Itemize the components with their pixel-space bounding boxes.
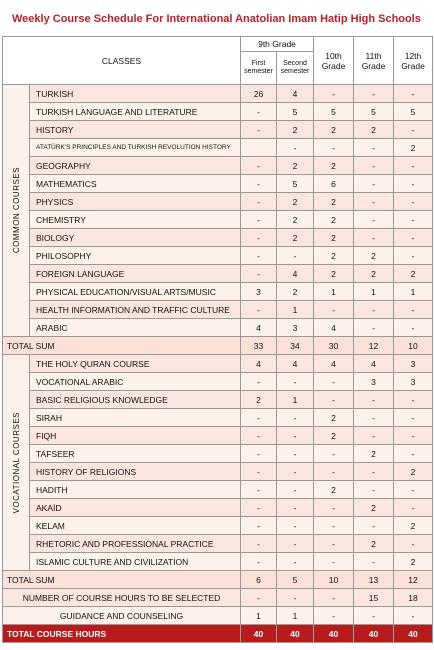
hours-cell: - [241,157,277,175]
hours-cell: - [394,409,433,427]
hours-cell: 4 [314,319,354,337]
header-classes: CLASSES [3,37,241,85]
hours-cell: 2 [354,535,394,553]
hours-cell: - [277,409,314,427]
total-sum-common-value: 12 [354,337,394,355]
hours-cell: - [394,301,433,319]
vocational-row [3,463,433,481]
hours-cell: 1 [314,283,354,301]
course-name: TAFSEER [30,445,241,463]
vocational-row [3,427,433,445]
hours-cell: 2 [354,121,394,139]
hours-cell: - [354,229,394,247]
guidance-counseling-label: GUIDANCE AND COUNSELING [3,607,241,625]
hours-cell: - [314,85,354,103]
hours-cell: 2 [314,121,354,139]
common-row [3,121,433,139]
header-row-1 [3,37,433,52]
selected-hours-value: - [241,589,277,607]
hours-cell: 4 [241,319,277,337]
vocational-row [3,481,433,499]
course-name: TURKİSH [30,85,241,103]
course-name: ATATÜRK'S PRINCIPLES AND TURKISH REVOLUTION HISTORY [30,139,241,157]
hours-cell: - [394,157,433,175]
common-row [3,139,433,157]
total-sum-common-value: 10 [394,337,433,355]
total-course-hours [3,625,433,643]
course-name: ISLAMIC CULTURE AND CIVILIZATION [30,553,241,571]
hours-cell: 2 [394,463,433,481]
selected-hours-value: 18 [394,589,433,607]
hours-cell: 2 [354,499,394,517]
hours-cell: - [394,427,433,445]
hours-cell: - [354,175,394,193]
course-name: SIRAH [30,409,241,427]
hours-cell: - [241,427,277,445]
total-course-hours-value: 40 [354,625,394,643]
common-row [3,265,433,283]
total-sum-common-value: 30 [314,337,354,355]
course-name: THE HOLY QURAN COURSE [30,355,241,373]
hours-cell: 2 [314,427,354,445]
course-name: FOREIGN LANGUAGE [30,265,241,283]
hours-cell: - [277,247,314,265]
hours-cell: 3 [354,373,394,391]
vocational-row [3,553,433,571]
hours-cell: - [394,535,433,553]
hours-cell: 4 [277,355,314,373]
total-course-hours-value: 40 [394,625,433,643]
hours-cell: - [277,139,314,157]
hours-cell: - [241,247,277,265]
hours-cell: - [354,301,394,319]
hours-cell: 2 [314,157,354,175]
hours-cell: 2 [314,409,354,427]
schedule-table [2,36,433,643]
header-grade10: 10th Grade [314,37,354,85]
course-name: ARABIC [30,319,241,337]
hours-cell: 1 [277,301,314,319]
hours-cell: 5 [354,103,394,121]
guidance-counseling-value: - [354,607,394,625]
hours-cell: - [241,535,277,553]
hours-cell: - [394,211,433,229]
course-name: HEALTH INFORMATION AND TRAFFIC CULTURE [30,301,241,319]
hours-cell: - [241,265,277,283]
common-row [3,211,433,229]
total-course-hours-value: 40 [277,625,314,643]
total-sum-common-value: 34 [277,337,314,355]
header-second-semester: Second semester [277,52,314,85]
hours-cell: 2 [277,211,314,229]
hours-cell: - [354,517,394,535]
vocational-row [3,445,433,463]
hours-cell: - [277,373,314,391]
hours-cell: - [354,409,394,427]
vocational-row [3,409,433,427]
hours-cell: - [241,463,277,481]
page-title: Weekly Course Schedule For International Anatolian Imam Hatip High Schools [2,2,432,36]
common-row [3,247,433,265]
hours-cell: 6 [314,175,354,193]
hours-cell: - [314,535,354,553]
hours-cell: - [241,211,277,229]
header-grade12: 12th Grade [394,37,433,85]
hours-cell: 2 [394,265,433,283]
hours-cell: - [241,193,277,211]
hours-cell: 2 [277,121,314,139]
hours-cell: - [314,139,354,157]
schedule-container [2,2,432,643]
total-course-hours-value: 40 [314,625,354,643]
hours-cell: - [394,481,433,499]
hours-cell: - [241,517,277,535]
course-name: HISTORY [30,121,241,139]
hours-cell: - [314,499,354,517]
hours-cell: - [314,463,354,481]
hours-cell: - [241,229,277,247]
course-name: BASIC RELIGIOUS KNOWLEDGE [30,391,241,409]
vocational-row [3,535,433,553]
hours-cell: - [354,553,394,571]
common-row [3,319,433,337]
guidance-counseling-value: - [314,607,354,625]
hours-cell: 4 [354,355,394,373]
hours-cell: 2 [314,247,354,265]
header-grade9: 9th Grade [241,37,314,52]
hours-cell: 4 [277,265,314,283]
course-name: HISTORY OF RELIGIONS [30,463,241,481]
vocational-row [3,517,433,535]
total-sum-vocational-value: 5 [277,571,314,589]
course-name: VOCATIONAL ARABIC [30,373,241,391]
hours-cell: - [241,409,277,427]
hours-cell: - [354,391,394,409]
hours-cell: - [314,373,354,391]
course-name: CHEMISTRY [30,211,241,229]
course-name: FIQH [30,427,241,445]
hours-cell: - [277,463,314,481]
hours-cell: 2 [394,553,433,571]
hours-cell: 2 [277,229,314,247]
selected-hours-value: 15 [354,589,394,607]
hours-cell: 1 [394,283,433,301]
common-group-label [3,85,30,337]
header-first-semester: First semester [241,52,277,85]
common-row [3,85,433,103]
hours-cell: - [354,463,394,481]
vocational-row [3,355,433,373]
course-name: PHYSICAL EDUCATION/VISUAL ARTS/MUSIC [30,283,241,301]
hours-cell: - [394,229,433,247]
hours-cell: 1 [354,283,394,301]
common-row [3,229,433,247]
header-grade11: 11th Grade [354,37,394,85]
vocational-group-label [3,355,30,571]
hours-cell: 26 [241,85,277,103]
course-name: BIOLOGY [30,229,241,247]
guidance-counseling-value: 1 [277,607,314,625]
hours-cell: - [314,445,354,463]
hours-cell: 5 [394,103,433,121]
hours-cell: - [314,553,354,571]
hours-cell: - [314,301,354,319]
hours-cell: - [241,373,277,391]
hours-cell: - [277,445,314,463]
total-sum-vocational [3,571,433,589]
course-name: MATHEMATICS [30,175,241,193]
hours-cell: 2 [314,193,354,211]
common-row [3,175,433,193]
total-sum-common-value: 33 [241,337,277,355]
total-sum-vocational-value: 12 [394,571,433,589]
hours-cell: 5 [277,103,314,121]
hours-cell: - [277,553,314,571]
hours-cell: - [241,121,277,139]
course-name: PHILOSOPHY [30,247,241,265]
course-name: GEOGRAPHY [30,157,241,175]
hours-cell: 3 [241,283,277,301]
hours-cell: - [394,391,433,409]
hours-cell: - [314,391,354,409]
total-sum-vocational-value: 13 [354,571,394,589]
vocational-group-text: VOCATIONAL COURSES [11,411,21,514]
hours-cell: 4 [314,355,354,373]
selected-hours [3,589,433,607]
hours-cell: 2 [394,139,433,157]
hours-cell [241,139,277,157]
hours-cell: 2 [354,247,394,265]
hours-cell: - [241,553,277,571]
total-sum-common-label: TOTAL SUM [3,337,241,355]
hours-cell: - [241,481,277,499]
hours-cell: - [394,193,433,211]
selected-hours-value: - [314,589,354,607]
hours-cell: 2 [354,445,394,463]
vocational-row [3,391,433,409]
hours-cell: - [241,445,277,463]
course-name: HADITH [30,481,241,499]
hours-cell: 2 [314,229,354,247]
common-row [3,193,433,211]
guidance-counseling-value: 1 [241,607,277,625]
course-name: KELAM [30,517,241,535]
guidance-counseling-value: - [394,607,433,625]
hours-cell: - [241,499,277,517]
hours-cell: - [277,535,314,553]
hours-cell: - [277,517,314,535]
common-group-text: COMMON COURSES [11,167,21,254]
selected-hours-value: - [277,589,314,607]
vocational-row [3,499,433,517]
hours-cell: 2 [241,391,277,409]
hours-cell: 5 [314,103,354,121]
course-name: TURKISH LANGUAGE AND LITERATURE [30,103,241,121]
hours-cell: - [241,103,277,121]
hours-cell: - [354,193,394,211]
total-sum-vocational-value: 10 [314,571,354,589]
hours-cell: - [277,481,314,499]
hours-cell: - [354,481,394,499]
hours-cell: - [394,445,433,463]
hours-cell: 2 [277,283,314,301]
hours-cell: - [394,319,433,337]
hours-cell: - [354,157,394,175]
hours-cell: - [354,319,394,337]
hours-cell: 3 [394,373,433,391]
hours-cell: - [277,427,314,445]
guidance-counseling [3,607,433,625]
hours-cell: - [394,247,433,265]
hours-cell: - [394,121,433,139]
hours-cell: - [394,85,433,103]
selected-hours-label: NUMBER OF COURSE HOURS TO BE SELECTED [3,589,241,607]
hours-cell: - [277,499,314,517]
hours-cell: 2 [277,193,314,211]
vocational-row [3,373,433,391]
hours-cell: - [354,85,394,103]
course-name: RHETORIC AND PROFESSIONAL PRACTICE [30,535,241,553]
hours-cell: 4 [277,85,314,103]
hours-cell: 1 [277,391,314,409]
hours-cell: - [394,499,433,517]
total-sum-vocational-label: TOTAL SUM [3,571,241,589]
hours-cell: - [394,175,433,193]
hours-cell: - [354,427,394,445]
hours-cell: 2 [314,481,354,499]
hours-cell: 2 [277,157,314,175]
hours-cell: 3 [277,319,314,337]
hours-cell: 2 [314,265,354,283]
hours-cell: 5 [277,175,314,193]
hours-cell: 3 [394,355,433,373]
common-row [3,283,433,301]
common-row [3,301,433,319]
hours-cell: - [354,211,394,229]
hours-cell: 2 [354,265,394,283]
common-row [3,157,433,175]
hours-cell: 2 [394,517,433,535]
hours-cell: 4 [241,355,277,373]
course-name: AKAİD [30,499,241,517]
hours-cell: - [354,139,394,157]
hours-cell: 2 [314,211,354,229]
total-sum-vocational-value: 6 [241,571,277,589]
hours-cell: - [314,517,354,535]
common-row [3,103,433,121]
total-sum-common [3,337,433,355]
course-name: PHYSICS [30,193,241,211]
total-course-hours-label: TOTAL COURSE HOURS [3,625,241,643]
hours-cell: - [241,175,277,193]
hours-cell: - [241,301,277,319]
total-course-hours-value: 40 [241,625,277,643]
